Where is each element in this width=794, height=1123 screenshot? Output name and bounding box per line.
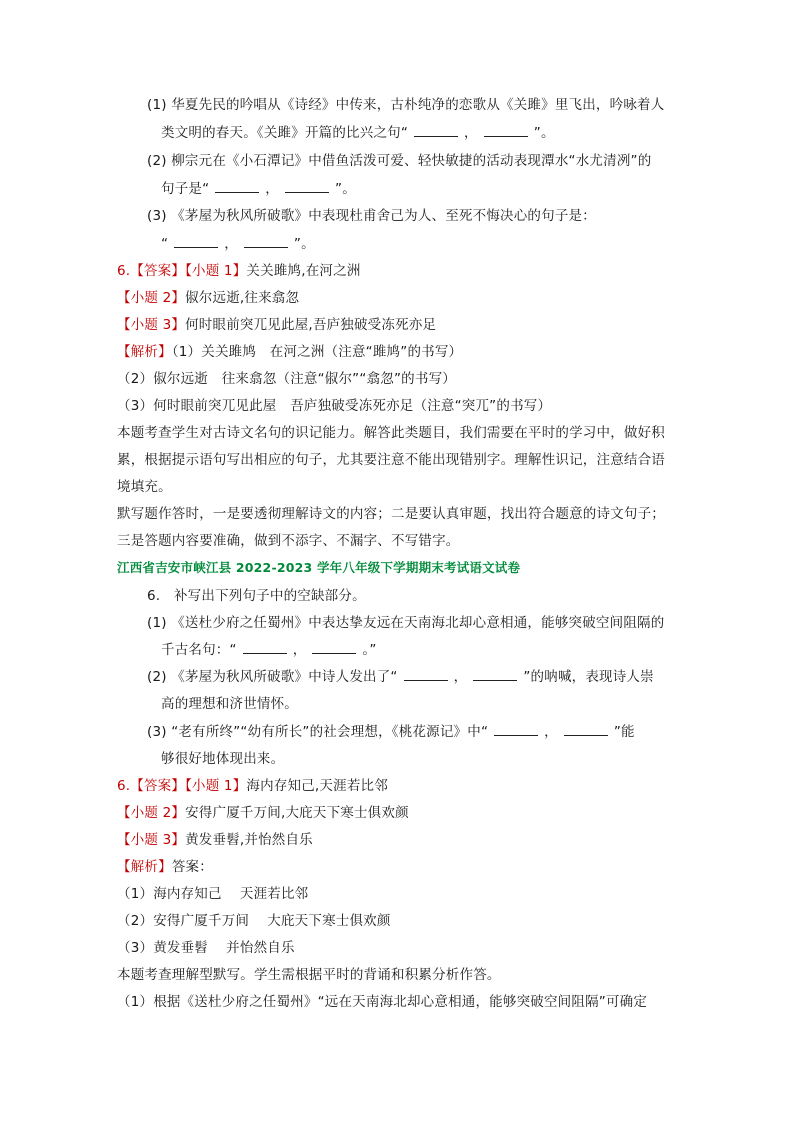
s1-analysis-2: （2）俶尔远逝 往来翕忽（注意“俶尔”“翕忽”的书写）	[117, 371, 456, 387]
s1-answer-1: 6.【答案】【小题 1】关关雎鸠,在河之洲	[117, 263, 361, 279]
s2-answer-1: 6.【答案】【小题 1】海内存知己,天涯若比邻	[117, 778, 388, 794]
blank[interactable]	[243, 641, 287, 654]
s1-para2-line1: 默写题作答时，一是要透彻理解诗文的内容；二是要认真审题，找出符合题意的诗文句子；	[117, 506, 665, 522]
blank[interactable]	[215, 180, 259, 193]
blank[interactable]	[484, 124, 528, 137]
blank[interactable]	[404, 668, 448, 681]
s1-q3-line1: (3) 《茅屋为秋风所破歌》中表现杜甫舍己为人、至死不悔决心的句子是：	[147, 208, 596, 224]
s2-para1: 本题考查理解型默写。学生需根据平时的背诵和积累分析作答。	[117, 967, 501, 983]
s1-para1-line1: 本题考查学生对古诗文名句的识记能力。解答此类题目，我们需要在平时的学习中，做好积	[117, 425, 665, 441]
s2-q3-line2: 够很好地体现出来。	[161, 751, 285, 767]
s1-analysis-1: 【解析】（1）关关雎鸠 在河之洲（注意“雎鸠”的书写）	[117, 344, 463, 360]
s1-q1-line1: (1) 华夏先民的吟唱从《诗经》中传来，古朴纯净的恋歌从《关雎》里飞出，吟咏着人	[147, 97, 665, 113]
s2-q1-line1: (1) 《送杜少府之任蜀州》中表达挚友远在天南海北却心意相通，能够突破空间阻隔的	[147, 615, 665, 631]
s2-intro: 6. 补写出下列句子中的空缺部分。	[147, 588, 366, 604]
s2-analysis-2: （2）安得广厦千万间 大庇天下寒士俱欢颜	[117, 913, 391, 929]
s2-q1-line2: 千古名句：“ ， 。”	[161, 642, 377, 658]
s2-analysis-1: （1）海内存知己 天涯若比邻	[117, 886, 309, 902]
s1-answer-2: 【小题 2】俶尔远逝,往来翕忽	[117, 290, 300, 306]
s1-q2-line1: (2) 柳宗元在《小石潭记》中借鱼活泼可爱、轻快敏捷的活动表现潭水“水尤清冽”的	[147, 153, 652, 169]
blank[interactable]	[564, 723, 608, 736]
blank[interactable]	[244, 235, 288, 248]
s1-q2-line2: 句子是“ ， ”。	[161, 181, 356, 197]
s2-para2: （1）根据《送杜少府之任蜀州》“远在天南海北却心意相通，能够突破空间阻隔”可确定	[117, 994, 648, 1010]
s1-para1-line3: 境填充。	[117, 479, 172, 495]
s1-para2-line2: 三是答题内容要准确，做到不添字、不漏字、不写错字。	[117, 533, 460, 549]
s2-q2-line1: (2) 《茅屋为秋风所破歌》中诗人发出了“ ， ”的呐喊，表现诗人崇	[147, 669, 654, 685]
s2-answer-3: 【小题 3】黄发垂髫,并怡然自乐	[117, 832, 313, 848]
s1-para1-line2: 累，根据提示语句写出相应的句子，尤其要注意不能出现错别字。理解性识记，注意结合语	[117, 452, 665, 468]
s2-analysis-head: 【解析】答案：	[117, 859, 213, 875]
blank[interactable]	[312, 641, 356, 654]
s2-answer-2: 【小题 2】安得广厦千万间,大庇天下寒士俱欢颜	[117, 805, 409, 821]
s2-q3-line1: (3) “老有所终”“幼有所长”的社会理想，《桃花源记》中“ ， ”能	[147, 724, 635, 740]
s1-q3-line2: “ ， ”。	[161, 236, 315, 252]
blank[interactable]	[473, 668, 517, 681]
s1-analysis-3: （3）何时眼前突兀见此屋 吾庐独破受冻死亦足（注意“突兀”的书写）	[117, 398, 552, 414]
source-title: 江西省吉安市峡江县 2022-2023 学年八年级下学期期末考试语文试卷	[117, 560, 521, 575]
blank[interactable]	[494, 723, 538, 736]
s2-analysis-3: （3）黄发垂髫 并怡然自乐	[117, 940, 295, 956]
s1-answer-3: 【小题 3】何时眼前突兀见此屋,吾庐独破受冻死亦足	[117, 317, 437, 333]
blank[interactable]	[414, 124, 458, 137]
s1-q1-line2: 类文明的春天。《关雎》开篇的比兴之句“ ， ”。	[161, 125, 555, 141]
blank[interactable]	[174, 235, 218, 248]
blank[interactable]	[285, 180, 329, 193]
s2-q2-line2: 高的理想和济世情怀。	[161, 696, 298, 712]
